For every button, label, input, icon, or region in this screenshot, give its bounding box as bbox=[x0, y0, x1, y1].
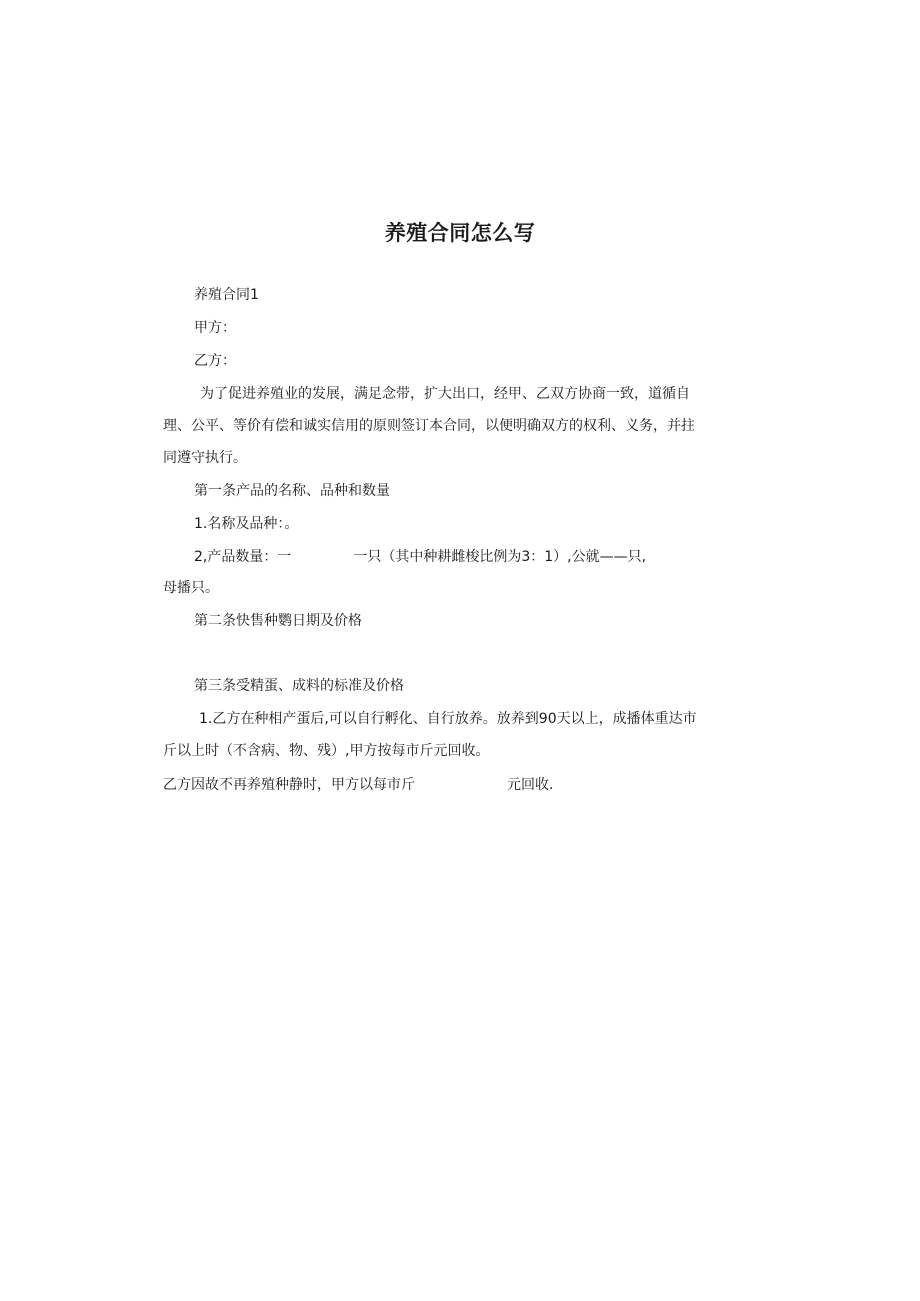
article-1-item-1: 1.名称及品种：。 bbox=[194, 516, 299, 532]
article-3-item-1-continued: 斤以上时（不含病、物、残）,甲方按每市斤元回收。 bbox=[163, 743, 490, 759]
intro-line-1: 为了促进养殖业的发展，满足念带，扩大出口，经甲、乙双方协商一致，道循自 bbox=[200, 386, 690, 402]
article-1-item-2 bbox=[194, 547, 646, 567]
party-b-label: 乙方： bbox=[194, 353, 236, 369]
article-3-item-2-part-b: 元回收. bbox=[507, 777, 554, 793]
article-1-heading: 第一条产品的名称、品种和数量 bbox=[194, 483, 390, 499]
article-1-item-2-part-a: 2,产品数量：一 bbox=[194, 549, 292, 565]
article-3-item-1: 1.乙方在种相产蛋后,可以自行孵化、自行放养。放养到90天以上，成播体重达市 bbox=[199, 711, 697, 727]
article-1-item-2-part-b: 一只（其中种耕雌梭比例为3：1）,公就——只, bbox=[353, 549, 647, 565]
article-3-heading: 第三条受精蛋、成料的标准及价格 bbox=[194, 678, 404, 694]
document-title: 养殖合同怎么写 bbox=[384, 221, 536, 245]
article-1-item-2-continued: 母播只。 bbox=[163, 580, 219, 596]
intro-line-3: 同遵守执行。 bbox=[163, 450, 247, 466]
party-a-label: 甲方： bbox=[194, 320, 236, 336]
article-3-item-2-part-a: 乙方因故不再养殖种静时，甲方以每市斤 bbox=[163, 777, 415, 793]
contract-subtitle: 养殖合同1 bbox=[194, 287, 259, 303]
article-2-heading: 第二条快售种鹦日期及价格 bbox=[194, 613, 362, 629]
article-3-item-2 bbox=[163, 775, 553, 795]
intro-line-2: 理、公平、等价有偿和诚实信用的原则签订本合同，以便明确双方的权利、义务，并拄 bbox=[163, 418, 695, 434]
